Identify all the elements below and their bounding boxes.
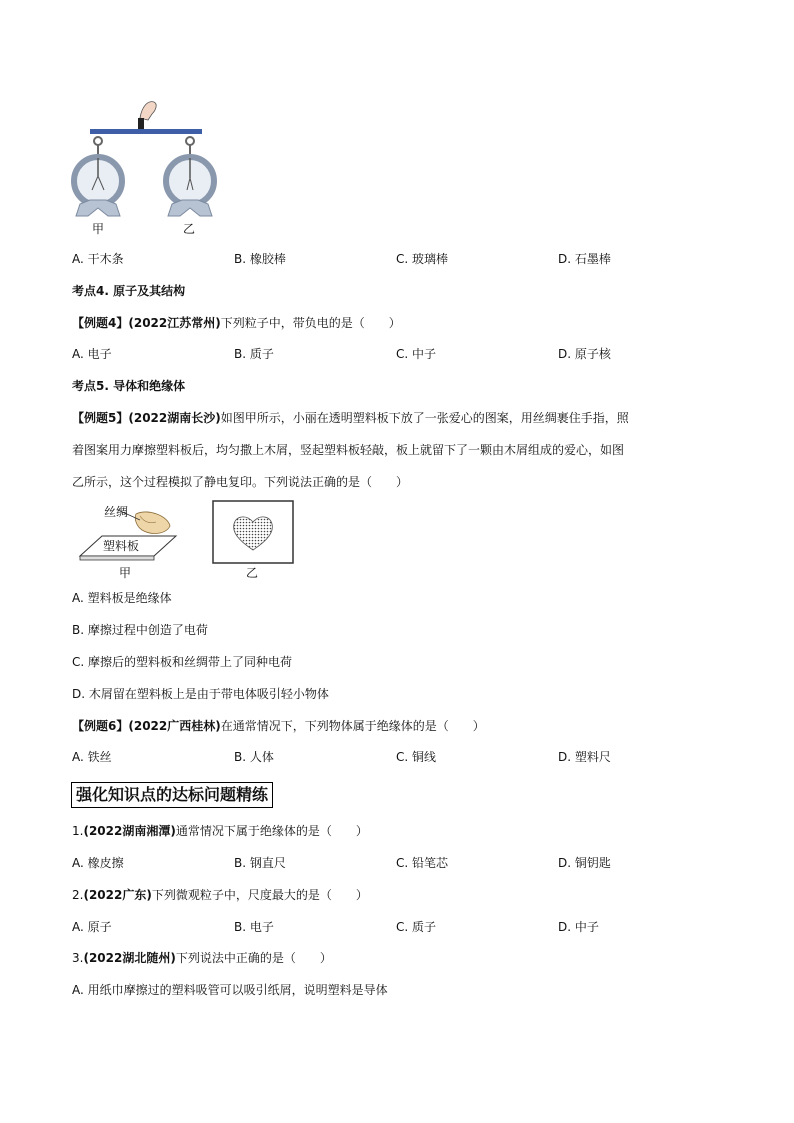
- p1-option-a: A. 橡皮擦: [72, 856, 124, 870]
- ex6-option-b: B. 人体: [234, 750, 274, 764]
- p2-option-c: C. 质子: [396, 920, 437, 934]
- question-source: (2022湖南湘潭): [83, 824, 176, 838]
- keypoint-4-title: 考点4. 原子及其结构: [72, 284, 186, 298]
- example-tag: 【例题6】: [72, 719, 129, 733]
- question-number: 1.: [72, 824, 84, 838]
- figure-label-right: 乙: [246, 566, 259, 580]
- option-b: B. 橡胶棒: [234, 252, 286, 266]
- keypoint-5-title: 考点5. 导体和绝缘体: [72, 379, 186, 393]
- ex4-option-a: A. 电子: [72, 347, 112, 361]
- ex6-option-a: A. 铁丝: [72, 750, 112, 764]
- example-source: (2022广西桂林): [128, 719, 221, 733]
- ex5-option-b: B. 摩擦过程中创造了电荷: [72, 623, 208, 637]
- example-text: 在通常情况下，下列物体属于绝缘体的是（ ）: [220, 719, 485, 733]
- ex4-option-c: C. 中子: [396, 347, 437, 361]
- ex4-option-b: B. 质子: [234, 347, 274, 361]
- figure-label-left: 甲: [92, 222, 105, 236]
- example-5-line-3: 乙所示，这个过程模拟了静电复印。下列说法正确的是（ ）: [72, 475, 409, 489]
- ex5-option-c: C. 摩擦后的塑料板和丝绸带上了同种电荷: [72, 655, 293, 669]
- example-text: 如图甲所示，小丽在透明塑料板下放了一张爱心的图案，用丝绸裹住手指，照: [220, 411, 629, 425]
- question-number: 2.: [72, 888, 84, 902]
- example-6-question: [72, 718, 485, 734]
- question-text: 下列微观粒子中，尺度最大的是（ ）: [151, 888, 368, 902]
- example-text: 下列粒子中，带负电的是（ ）: [220, 316, 401, 330]
- figure-label-left: 甲: [119, 566, 132, 580]
- p1-option-b: B. 钢直尺: [234, 856, 286, 870]
- question-text: 下列说法中正确的是（ ）: [175, 951, 332, 965]
- option-d: D. 石墨棒: [558, 252, 611, 266]
- example-tag: 【例题4】: [72, 316, 129, 330]
- section-title: 强化知识点的达标问题精练: [71, 782, 273, 808]
- plastic-board-label: 塑料板: [103, 539, 140, 553]
- p3-option-a: A. 用纸巾摩擦过的塑料吸管可以吸引纸屑，说明塑料是导体: [72, 983, 388, 997]
- practice-2-question: [72, 887, 368, 903]
- practice-3-question: [72, 950, 332, 966]
- p1-option-c: C. 铅笔芯: [396, 856, 449, 870]
- p1-option-d: D. 铜钥匙: [558, 856, 611, 870]
- example-5-line-1: [72, 410, 629, 426]
- p2-option-a: A. 原子: [72, 920, 112, 934]
- example-source: (2022湖南长沙): [128, 411, 221, 425]
- electroscope-figure: [68, 96, 218, 242]
- option-a: A. 干木条: [72, 252, 124, 266]
- question-source: (2022湖北随州): [83, 951, 176, 965]
- ex4-option-d: D. 原子核: [558, 347, 611, 361]
- ex6-option-c: C. 铜线: [396, 750, 437, 764]
- example-tag: 【例题5】: [72, 411, 129, 425]
- question-source: (2022广东): [83, 888, 152, 902]
- example-4-question: [72, 315, 401, 331]
- p2-option-b: B. 电子: [234, 920, 274, 934]
- silk-label: 丝绸: [104, 505, 129, 519]
- p2-option-d: D. 中子: [558, 920, 599, 934]
- electroscope-right: [166, 137, 214, 216]
- silk-hand-icon: [135, 512, 170, 534]
- electroscope-left: [74, 137, 122, 216]
- connecting-rod: [90, 129, 202, 134]
- heart-figure: [212, 500, 294, 564]
- example-5-line-2: 着图案用力摩擦塑料板后，均匀撒上木屑，竖起塑料板轻敲，板上就留下了一颗由木屑组成的爱心，如图: [72, 443, 625, 457]
- ex5-option-d: D. 木屑留在塑料板上是由于带电体吸引轻小物体: [72, 687, 329, 701]
- practice-1-question: [72, 823, 368, 839]
- question-number: 3.: [72, 951, 84, 965]
- hand-icon: [138, 102, 156, 130]
- question-text: 通常情况下属于绝缘体的是（ ）: [175, 824, 368, 838]
- ex6-option-d: D. 塑料尺: [558, 750, 611, 764]
- figure-label-right: 乙: [183, 222, 196, 236]
- ex5-option-a: A. 塑料板是绝缘体: [72, 591, 172, 605]
- option-c: C. 玻璃棒: [396, 252, 449, 266]
- example-source: (2022江苏常州): [128, 316, 221, 330]
